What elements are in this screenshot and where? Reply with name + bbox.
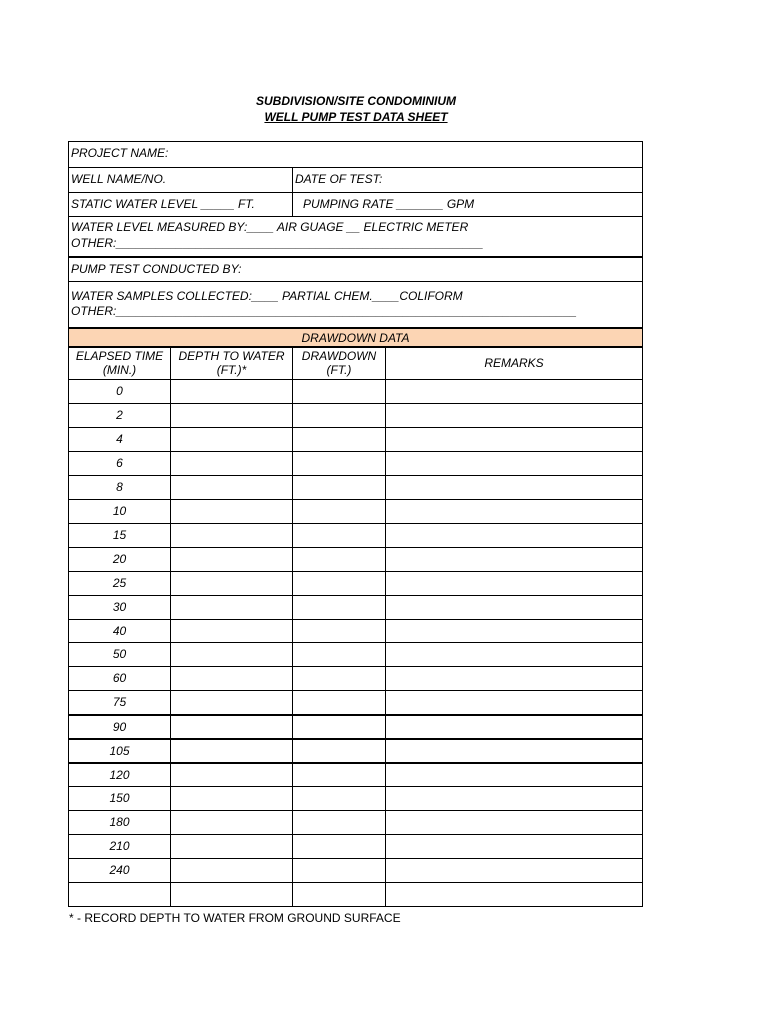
table-row (68, 379, 643, 403)
depth-to-water-cell[interactable] (170, 452, 292, 475)
depth-to-water-cell[interactable] (170, 476, 292, 499)
drawdown-cell[interactable] (292, 859, 385, 882)
remarks-cell[interactable] (385, 691, 642, 714)
static-water-level-label[interactable]: STATIC WATER LEVEL _____ FT. (71, 197, 255, 211)
drawdown-cell[interactable] (292, 883, 385, 906)
elapsed-time-cell: 150 (109, 791, 130, 805)
remarks-cell[interactable] (385, 835, 642, 858)
drawdown-cell[interactable] (292, 524, 385, 547)
table-row (68, 571, 643, 595)
remarks-cell[interactable] (385, 428, 642, 451)
remarks-cell[interactable] (385, 787, 642, 810)
table-row (68, 642, 643, 666)
elapsed-time-cell: 105 (109, 744, 130, 758)
elapsed-time-cell: 240 (109, 863, 130, 877)
project-name-row (68, 141, 643, 167)
elapsed-time-cell: 10 (112, 504, 127, 518)
footnote: * - RECORD DEPTH TO WATER FROM GROUND SURFACE (69, 911, 401, 925)
table-row (68, 451, 643, 475)
drawdown-cell[interactable] (292, 691, 385, 714)
drawdown-cell[interactable] (292, 811, 385, 834)
remarks-cell[interactable] (385, 764, 642, 786)
drawdown-column-headers (68, 346, 643, 379)
elapsed-time-cell: 75 (112, 695, 127, 709)
remarks-cell[interactable] (385, 620, 642, 642)
drawdown-cell[interactable] (292, 764, 385, 786)
pumping-rate-label[interactable]: PUMPING RATE _______ GPM (292, 193, 642, 216)
depth-to-water-cell[interactable] (170, 380, 292, 403)
depth-to-water-cell[interactable] (170, 811, 292, 834)
drawdown-cell[interactable] (292, 620, 385, 642)
drawdown-cell[interactable] (292, 835, 385, 858)
table-row (68, 666, 643, 690)
depth-to-water-header-line2: (FT.)* (216, 363, 247, 377)
table-row (68, 690, 643, 714)
remarks-header: REMARKS (385, 348, 642, 379)
remarks-cell[interactable] (385, 548, 642, 571)
depth-to-water-cell[interactable] (170, 691, 292, 714)
table-row (68, 547, 643, 571)
depth-to-water-header (170, 348, 292, 379)
elapsed-time-cell: 210 (109, 839, 130, 853)
remarks-cell[interactable] (385, 811, 642, 834)
table-row (68, 858, 643, 882)
elapsed-time-header (69, 348, 170, 379)
drawdown-cell[interactable] (292, 500, 385, 523)
project-name-label[interactable]: PROJECT NAME: (71, 146, 169, 160)
drawdown-cell[interactable] (292, 787, 385, 810)
remarks-cell[interactable] (385, 643, 642, 666)
table-row (68, 499, 643, 523)
drawdown-cell[interactable] (292, 667, 385, 690)
depth-to-water-cell[interactable] (170, 764, 292, 786)
table-row (68, 427, 643, 451)
depth-to-water-header-line1: DEPTH TO WATER (178, 349, 285, 363)
elapsed-time-cell: 8 (116, 480, 123, 494)
elapsed-time-cell: 180 (109, 815, 130, 829)
remarks-cell[interactable] (385, 667, 642, 690)
depth-to-water-cell[interactable] (170, 524, 292, 547)
remarks-cell[interactable] (385, 500, 642, 523)
depth-to-water-cell[interactable] (170, 716, 292, 738)
elapsed-time-cell: 60 (112, 671, 127, 685)
depth-to-water-cell[interactable] (170, 548, 292, 571)
elapsed-time-cell: 90 (112, 720, 127, 734)
table-row (68, 714, 643, 738)
remarks-cell[interactable] (385, 380, 642, 403)
remarks-cell[interactable] (385, 596, 642, 619)
remarks-cell[interactable] (385, 452, 642, 475)
table-row (68, 882, 643, 906)
table-row (68, 810, 643, 834)
well-name-label[interactable]: WELL NAME/NO. (71, 172, 167, 186)
table-bottom-border (68, 906, 643, 907)
elapsed-time-cell: 25 (112, 576, 127, 590)
depth-to-water-cell[interactable] (170, 787, 292, 810)
measurement-other-field[interactable]: OTHER:_______________________________________________________ (71, 236, 484, 250)
table-row (68, 762, 643, 786)
table-row (68, 523, 643, 547)
drawdown-header-line2: (FT.) (326, 363, 352, 377)
drawdown-cell[interactable] (292, 740, 385, 762)
form-subtitle: WELL PUMP TEST DATA SHEET (264, 110, 448, 124)
drawdown-cell[interactable] (292, 428, 385, 451)
elapsed-time-cell: 6 (116, 456, 123, 470)
depth-to-water-cell[interactable] (170, 859, 292, 882)
elapsed-time-cell: 50 (112, 647, 127, 661)
water-samples-label[interactable]: WATER SAMPLES COLLECTED:____ PARTIAL CHEM.____COLIFORM (71, 289, 463, 303)
table-row (68, 786, 643, 810)
depth-to-water-cell[interactable] (170, 883, 292, 906)
date-of-test-label[interactable]: DATE OF TEST: (292, 168, 642, 192)
elapsed-time-cell: 4 (116, 432, 123, 446)
elapsed-time-cell: 0 (116, 384, 123, 398)
drawdown-cell[interactable] (292, 572, 385, 595)
depth-to-water-cell[interactable] (170, 428, 292, 451)
depth-to-water-cell[interactable] (170, 404, 292, 427)
drawdown-cell[interactable] (292, 380, 385, 403)
table-row (68, 475, 643, 499)
water-level-rate-row (68, 192, 643, 216)
form-title: SUBDIVISION/SITE CONDOMINIUM (255, 94, 456, 108)
water-samples-other-field[interactable]: OTHER:_____________________________________________________________________ (71, 304, 577, 318)
depth-to-water-cell[interactable] (170, 643, 292, 666)
elapsed-time-cell: 30 (112, 600, 127, 614)
drawdown-section-header (68, 327, 643, 346)
depth-to-water-cell[interactable] (170, 667, 292, 690)
depth-to-water-cell[interactable] (170, 572, 292, 595)
remarks-cell[interactable] (385, 476, 642, 499)
depth-to-water-cell[interactable] (170, 500, 292, 523)
drawdown-header (292, 348, 385, 379)
drawdown-cell[interactable] (292, 596, 385, 619)
table-row (68, 595, 643, 619)
remarks-cell[interactable] (385, 404, 642, 427)
measurement-method-row (68, 216, 643, 256)
depth-to-water-cell[interactable] (170, 740, 292, 762)
water-samples-row (68, 281, 643, 327)
depth-to-water-cell[interactable] (170, 596, 292, 619)
water-level-measured-label[interactable]: WATER LEVEL MEASURED BY:____ AIR GUAGE __ ELECTRIC METER (71, 220, 469, 234)
elapsed-time-cell (69, 883, 170, 906)
table-row (68, 403, 643, 427)
elapsed-time-cell: 2 (116, 408, 123, 422)
remarks-cell[interactable] (385, 740, 642, 762)
table-row (68, 619, 643, 642)
elapsed-time-cell: 40 (112, 624, 127, 638)
drawdown-section-title: DRAWDOWN DATA (301, 331, 410, 345)
drawdown-header-line1: DRAWDOWN (301, 349, 377, 363)
drawdown-cell[interactable] (292, 476, 385, 499)
depth-to-water-cell[interactable] (170, 620, 292, 642)
elapsed-time-cell: 120 (109, 768, 130, 782)
elapsed-time-header-line2: (MIN.) (102, 363, 137, 377)
table-row (68, 834, 643, 858)
pump-test-conducted-label[interactable]: PUMP TEST CONDUCTED BY: (71, 262, 242, 276)
remarks-cell[interactable] (385, 859, 642, 882)
depth-to-water-cell[interactable] (170, 835, 292, 858)
elapsed-time-cell: 20 (112, 552, 127, 566)
drawdown-cell[interactable] (292, 716, 385, 738)
remarks-cell[interactable] (385, 716, 642, 738)
well-name-row (68, 167, 643, 192)
elapsed-time-cell: 15 (112, 528, 127, 542)
drawdown-cell[interactable] (292, 404, 385, 427)
data-sheet (68, 141, 643, 902)
elapsed-time-header-line1: ELAPSED TIME (75, 349, 164, 363)
remarks-cell[interactable] (385, 883, 642, 906)
drawdown-cell[interactable] (292, 452, 385, 475)
table-row (68, 738, 643, 762)
drawdown-cell[interactable] (292, 548, 385, 571)
drawdown-cell[interactable] (292, 643, 385, 666)
remarks-cell[interactable] (385, 524, 642, 547)
pump-test-conducted-row (68, 256, 643, 281)
remarks-cell[interactable] (385, 572, 642, 595)
